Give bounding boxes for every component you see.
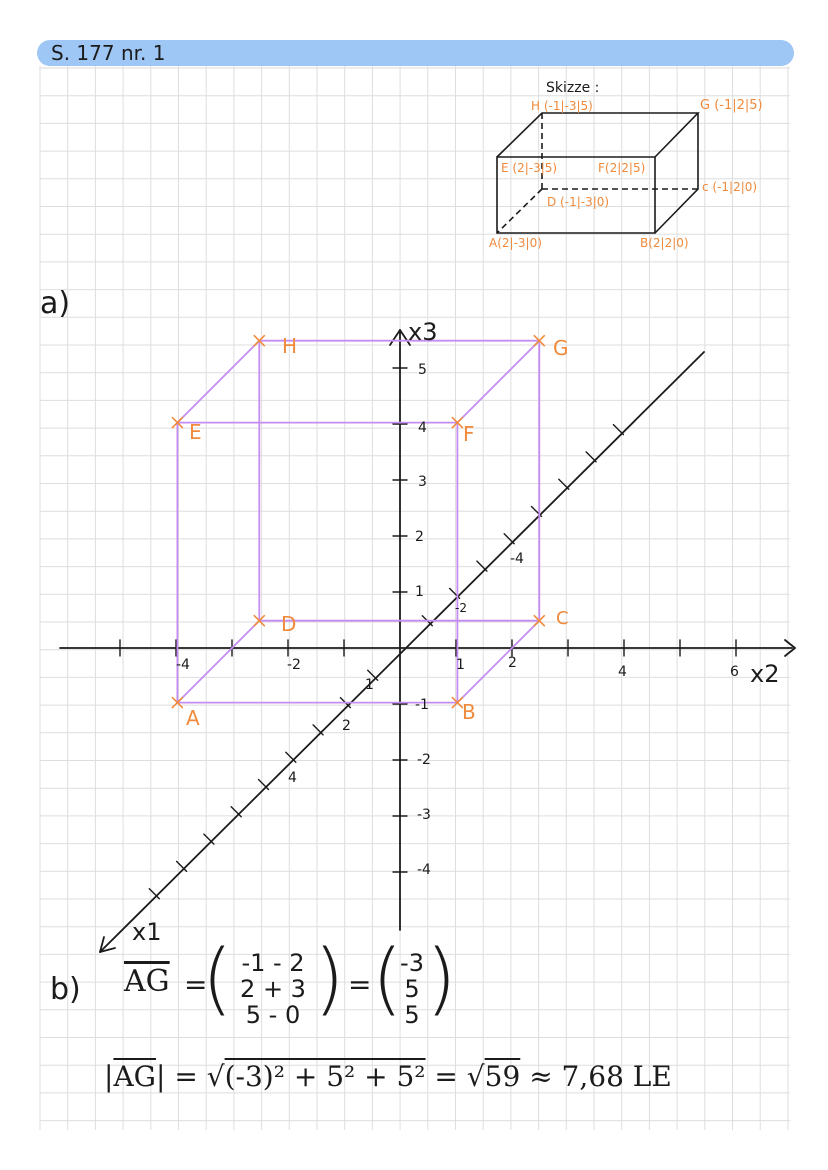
x1-tick-label: 1 (365, 677, 374, 693)
part-b-label: b) (50, 972, 81, 1007)
cuboid-edge (177, 341, 259, 423)
sketch-label-e: E (2|-3|5) (501, 161, 558, 175)
sketch-label-b: B(2|2|0) (640, 236, 689, 250)
sketch-label-h: H (-1|-3|5) (531, 99, 593, 113)
x1-tick (313, 725, 323, 735)
x1-tick-label: 4 (288, 770, 297, 786)
x1-neg-tick-label: -2 (455, 601, 467, 615)
x1-tick (613, 425, 623, 435)
part-a-label: a) (40, 286, 71, 321)
x1-tick (477, 561, 487, 571)
x3-tick-label: 2 (415, 529, 424, 545)
page-title: S. 177 nr. 1 (51, 41, 166, 65)
sketch-label-f: F(2|2|5) (598, 161, 646, 175)
norm-line: $|\overline{AG}| = √(-3)^2 + 5^2 + 5^2 = √59 \approx 7,68$ LE (104, 1060, 672, 1093)
equals-sign: = (348, 968, 372, 1001)
point-label-d: D (281, 612, 297, 636)
point-label-e: E (189, 420, 202, 444)
x2-tick-label: 6 (730, 664, 739, 680)
x1-tick-label: 2 (342, 718, 351, 734)
x3-tick-label: 5 (418, 362, 427, 378)
x2-tick-label: 1 (456, 657, 465, 673)
vector-ag-name: $\overline{AG}$ (124, 964, 170, 999)
point-label-a: A (186, 706, 200, 730)
x2-axis-arrow (785, 640, 795, 648)
sketch-label-c: c (-1|2|0) (702, 180, 758, 194)
x3-tick-label: 3 (418, 474, 427, 490)
sketch-label-g: G (-1|2|5) (700, 98, 763, 113)
sketch-label-d: D (-1|-3|0) (547, 195, 610, 209)
x2-axis-label: x2 (750, 660, 780, 688)
x3-tick-label: 1 (415, 584, 424, 600)
point-label-c: C (556, 608, 569, 629)
x2-tick-label: -4 (176, 657, 190, 673)
x1-tick (559, 479, 569, 489)
x3-axis-label: x3 (408, 318, 438, 346)
x1-tick (231, 807, 241, 817)
point-label-g: G (553, 336, 569, 360)
x2-tick-label: -2 (287, 657, 301, 673)
sketch-caption: Skizze : (546, 80, 600, 96)
x3-tick-label: -1 (415, 697, 429, 713)
x1-tick (259, 780, 269, 790)
point-label-b: B (462, 700, 476, 724)
x1-tick (286, 752, 296, 762)
x3-axis-arrow (390, 330, 400, 345)
cuboid-edge (457, 341, 539, 423)
cuboid-edge (457, 621, 539, 703)
x2-tick-label: 4 (618, 664, 627, 680)
x3-tick-label: -2 (417, 752, 431, 768)
x2-tick-label: 2 (508, 655, 517, 671)
x2-axis-arrow (785, 648, 795, 656)
x1-neg-tick-label: -4 (510, 551, 524, 567)
x3-tick-label: 4 (418, 420, 427, 436)
point-label-f: F (463, 422, 475, 446)
notebook-page: S. 177 nr. 1 Skizze : H (-1|-3|5) G (-1|2|5) E (2|-3|5) F(2|2|5) c (-1|2|0) D (-1|-3|0) A(2|-3|0) B(2|2|0) a) x3 x2 x1 -4 -2 1 2 4 6 5 4 3 2 1 -1 -2 -3 -4 1 2 4 -2 -4 A B C D E F G H b) $\overline{AG}$ = ( -1 - 2 2 + 3 5 - 0 ) = ( -3 5 5 ) $|\overline{AG}| = √(-3)^2 + 5^2 + 5^2 = √59 \approx 7,68$ LE (0, 0, 828, 1170)
x1-tick (504, 534, 514, 544)
equals-sign: = (184, 968, 208, 1001)
x3-tick-label: -4 (417, 862, 431, 878)
point-label-h: H (282, 334, 298, 358)
x1-axis-label: x1 (132, 918, 162, 946)
sketch-label-a: A(2|-3|0) (489, 236, 542, 250)
x3-tick-label: -3 (417, 807, 431, 823)
x1-tick (586, 452, 596, 462)
